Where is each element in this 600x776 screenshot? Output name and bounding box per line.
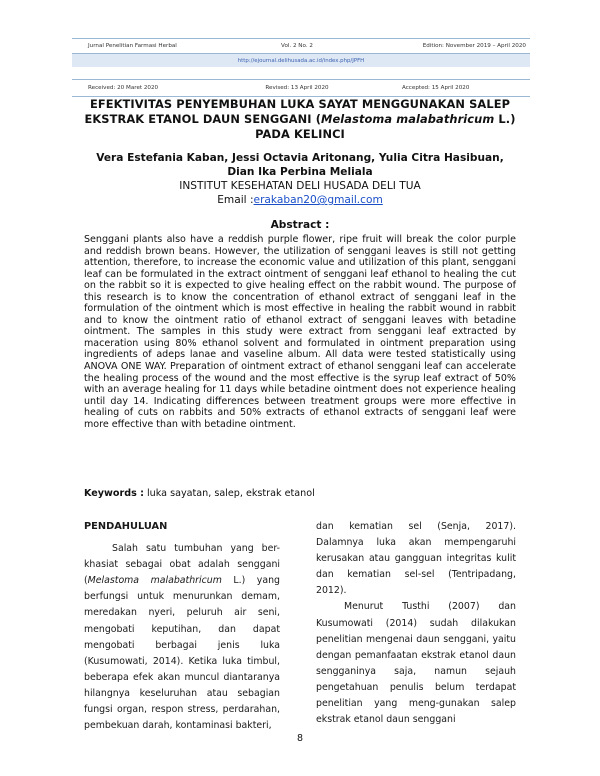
authors-line-1: Vera Estefania Kaban, Jessi Octavia Aritonang, Yulia Citra Hasibuan,: [96, 152, 504, 164]
keywords-label: Keywords :: [84, 488, 144, 499]
left-paragraph-1: [84, 541, 280, 734]
journal-header: [72, 38, 530, 97]
left-p1-part-a: Salah satu tumbuhan yang ber-khasiat sebagai obat adalah senggani (: [84, 543, 280, 587]
author-list: [70, 151, 530, 179]
received-date: Received: 20 Maret 2020: [88, 85, 159, 91]
right-paragraph-2: Menurut Tusthi (2007) dan Kusumowati (2014) sudah dilakukan penelitian mengenai daun senggani, yaitu dengan pemanfaatan ekstrak etanol daun sengganinya saja, namun sejauh pengetahuan penulis belum terdapat penelitian yang meng-gunakan salep ekstrak etanol daun senggani: [316, 601, 516, 726]
accepted-date: Accepted: 15 April 2020: [402, 85, 470, 91]
email-label: Email :: [217, 194, 254, 206]
right-column: [316, 519, 516, 728]
keywords-line: [84, 488, 516, 499]
journal-volume: Vol. 2 No. 2: [281, 43, 313, 49]
abstract-text: Senggani plants also have a reddish purple flower, ripe fruit will break the color purple and reddish brown beans. However, the utilization of senggani leaves is still not getting attention, therefore, to increase the economic value and utilization of this plant, senggani leaf can be formulated in the extract ointment of senggani leaf ethanol to healing the cut on the rabbit so it is expected to give healing effect on the rabbit wound. The purpose of this research is to know the concentration of ethanol extract of senggani leaf in the formulation of the ointment which is most effective in healing the rabbit wound in rabbit and to know the ointment ratio of ethanol extract of senggani leaves with betadine ointment. The samples in this study were extract from senggani leaf extracted by maceration using 80% ethanol solvent and formulated in ointment preparation using ingredients of adeps lanae and vaseline album. All data were tested statistically using ANOVA ONE WAY. Preparation of ointment extract of ethanol senggani leaf can accelerate the healing process of the wound and the most effective is the syrup leaf extract of 50% with an average healing for 11 days while betadine ointment does not experience healing until day 14. Indicating differences between treatment groups were more effective in healing of cuts on rabbits and 50% extracts of ethanol extracts of senggani leaf were more effective than with betadine ointment.: [84, 234, 516, 430]
abstract-heading: Abstract :: [270, 219, 330, 231]
left-column: [84, 519, 280, 734]
header-row-url: [72, 54, 530, 67]
journal-url-link[interactable]: http://ejournal.delihusada.ac.id/index.php/JPFH: [237, 57, 365, 64]
header-row-journal: [72, 38, 530, 54]
title-line-2: [70, 112, 530, 127]
authors-line-2: Dian Ika Perbina Meliala: [227, 166, 373, 178]
journal-edition: Edition: November 2019 – April 2020: [422, 43, 526, 49]
page-number: 8: [296, 733, 304, 744]
right-paragraph-1: dan kematian sel (Senja, 2017). Dalamnya luka akan mempengaruhi kerusakan atau gangguan integritas kulit dan kematian sel-sel (Tentripadang, 2012).: [316, 521, 516, 597]
header-row-dates: [72, 79, 530, 97]
title-line-3: PADA KELINCI: [255, 127, 345, 141]
title-species-name: Melastoma malabathricum: [321, 112, 495, 126]
email-link[interactable]: erakaban20@gmail.com: [253, 194, 383, 206]
revised-date: Revised: 13 April 2020: [265, 85, 329, 91]
keywords-text: luka sayatan, salep, ekstrak etanol: [143, 488, 315, 499]
left-p1-species: Melastoma malabathricum: [87, 575, 222, 587]
section-heading-pendahuluan: PENDAHULUAN: [84, 521, 168, 532]
title-line-1: EFEKTIVITAS PENYEMBUHAN LUKA SAYAT MENGGUNAKAN SALEP: [89, 97, 511, 111]
left-p1-part-b: L.) yang berfungsi untuk menurunkan demam, meredakan nyeri, peluruh air seni, mengobati keputihan, dan dapat mengobati berbagai jenis luka (Kusumowati, 2014). Ketika luka timbul, beberapa efek akan muncul diantaranya hilangnya keseluruhan atau sebagian fungsi organ, respon stress, perdarahan, pembekuan darah, kontaminasi bakteri,: [84, 575, 280, 732]
institution: INSTITUT KESEHATAN DELI HUSADA DELI TUA: [179, 180, 421, 192]
journal-name: Jurnal Penelitian Farmasi Herbal: [88, 43, 177, 49]
title-line-2-pre: EKSTRAK ETANOL DAUN SENGGANI (: [84, 112, 322, 126]
paper-title: [70, 97, 530, 142]
email-line: [70, 193, 530, 207]
title-line-2-post: L.): [494, 112, 516, 126]
